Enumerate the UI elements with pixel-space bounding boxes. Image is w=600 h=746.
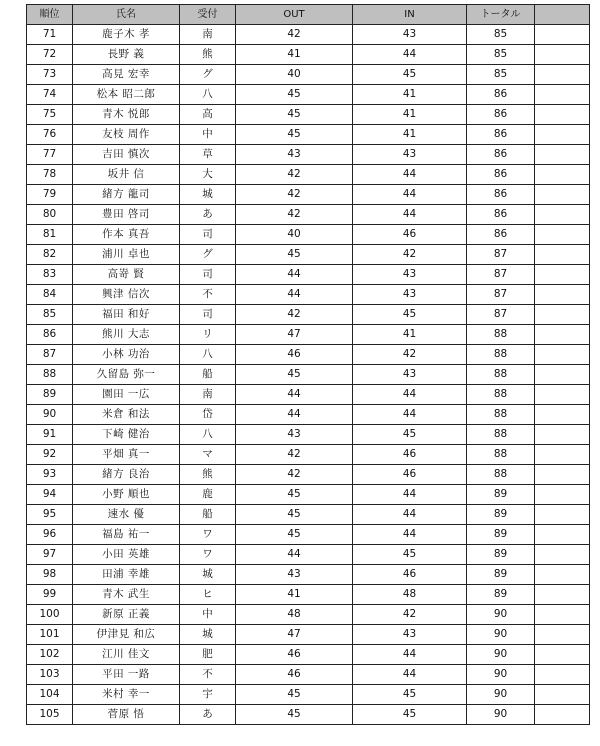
cell-name: 緒方 龍司	[73, 185, 180, 205]
cell-rank: 101	[27, 625, 73, 645]
cell-out: 43	[236, 425, 353, 445]
cell-out: 47	[236, 625, 353, 645]
cell-total: 89	[467, 485, 535, 505]
cell-out: 44	[236, 545, 353, 565]
table-row	[27, 705, 590, 725]
cell-club: ワ	[180, 545, 236, 565]
cell-total: 90	[467, 665, 535, 685]
cell-in: 43	[353, 265, 467, 285]
cell-in: 46	[353, 465, 467, 485]
cell-rank: 102	[27, 645, 73, 665]
cell-club: 司	[180, 225, 236, 245]
cell-rank: 93	[27, 465, 73, 485]
cell-out: 42	[236, 25, 353, 45]
cell-extra	[535, 705, 590, 725]
cell-club: 宇	[180, 685, 236, 705]
cell-extra	[535, 365, 590, 385]
header-club: 受付	[180, 5, 236, 25]
cell-in: 44	[353, 645, 467, 665]
table-row	[27, 265, 590, 285]
cell-extra	[535, 605, 590, 625]
cell-extra	[535, 485, 590, 505]
cell-in: 44	[353, 45, 467, 65]
table-row	[27, 45, 590, 65]
cell-rank: 78	[27, 165, 73, 185]
cell-extra	[535, 445, 590, 465]
cell-total: 89	[467, 525, 535, 545]
cell-total: 87	[467, 305, 535, 325]
table-row	[27, 185, 590, 205]
cell-club: 中	[180, 125, 236, 145]
cell-club: 八	[180, 425, 236, 445]
cell-rank: 87	[27, 345, 73, 365]
cell-club: 肥	[180, 645, 236, 665]
cell-extra	[535, 505, 590, 525]
cell-club: 南	[180, 385, 236, 405]
cell-in: 44	[353, 505, 467, 525]
cell-in: 41	[353, 325, 467, 345]
table-row	[27, 245, 590, 265]
cell-in: 44	[353, 485, 467, 505]
cell-in: 45	[353, 545, 467, 565]
cell-club: あ	[180, 705, 236, 725]
table-row	[27, 685, 590, 705]
cell-name: 興津 信次	[73, 285, 180, 305]
cell-rank: 82	[27, 245, 73, 265]
cell-club: リ	[180, 325, 236, 345]
header-name: 氏名	[73, 5, 180, 25]
cell-total: 88	[467, 325, 535, 345]
cell-out: 42	[236, 205, 353, 225]
table-body	[27, 25, 590, 725]
cell-out: 46	[236, 645, 353, 665]
cell-in: 44	[353, 525, 467, 545]
cell-total: 86	[467, 225, 535, 245]
table-row	[27, 225, 590, 245]
cell-out: 41	[236, 585, 353, 605]
cell-club: 八	[180, 85, 236, 105]
cell-total: 86	[467, 105, 535, 125]
table-row	[27, 25, 590, 45]
cell-name: 浦川 卓也	[73, 245, 180, 265]
cell-total: 88	[467, 405, 535, 425]
cell-out: 43	[236, 145, 353, 165]
cell-in: 44	[353, 405, 467, 425]
cell-extra	[535, 105, 590, 125]
cell-extra	[535, 245, 590, 265]
cell-name: 伊津見 和広	[73, 625, 180, 645]
cell-total: 86	[467, 185, 535, 205]
results-table-container	[26, 4, 589, 725]
cell-total: 90	[467, 685, 535, 705]
cell-rank: 77	[27, 145, 73, 165]
cell-extra	[535, 385, 590, 405]
table-row	[27, 425, 590, 445]
header-out: OUT	[236, 5, 353, 25]
table-row	[27, 165, 590, 185]
table-row	[27, 625, 590, 645]
cell-rank: 91	[27, 425, 73, 445]
cell-out: 42	[236, 465, 353, 485]
cell-total: 87	[467, 285, 535, 305]
cell-out: 40	[236, 65, 353, 85]
cell-extra	[535, 665, 590, 685]
cell-total: 89	[467, 505, 535, 525]
cell-total: 89	[467, 565, 535, 585]
cell-out: 45	[236, 245, 353, 265]
cell-club: 高	[180, 105, 236, 125]
header-in: IN	[353, 5, 467, 25]
cell-in: 43	[353, 365, 467, 385]
cell-name: 豊田 啓司	[73, 205, 180, 225]
cell-out: 42	[236, 305, 353, 325]
header-total: トータル	[467, 5, 535, 25]
cell-club: ヒ	[180, 585, 236, 605]
cell-in: 45	[353, 305, 467, 325]
cell-in: 43	[353, 285, 467, 305]
cell-extra	[535, 85, 590, 105]
cell-name: 菅原 悟	[73, 705, 180, 725]
cell-club: マ	[180, 445, 236, 465]
cell-extra	[535, 585, 590, 605]
cell-total: 86	[467, 165, 535, 185]
cell-extra	[535, 65, 590, 85]
cell-extra	[535, 225, 590, 245]
cell-in: 45	[353, 65, 467, 85]
cell-out: 44	[236, 385, 353, 405]
header-rank: 順位	[27, 5, 73, 25]
cell-club: 熊	[180, 45, 236, 65]
cell-out: 43	[236, 565, 353, 585]
cell-rank: 72	[27, 45, 73, 65]
cell-extra	[535, 25, 590, 45]
cell-name: 熊川 大志	[73, 325, 180, 345]
cell-in: 46	[353, 565, 467, 585]
cell-rank: 76	[27, 125, 73, 145]
cell-name: 松本 昭二郎	[73, 85, 180, 105]
cell-club: 鹿	[180, 485, 236, 505]
cell-out: 41	[236, 45, 353, 65]
cell-out: 42	[236, 445, 353, 465]
cell-extra	[535, 645, 590, 665]
cell-extra	[535, 125, 590, 145]
table-row	[27, 405, 590, 425]
cell-rank: 88	[27, 365, 73, 385]
cell-name: 小野 順也	[73, 485, 180, 505]
cell-club: 司	[180, 265, 236, 285]
cell-extra	[535, 185, 590, 205]
cell-in: 42	[353, 345, 467, 365]
cell-out: 45	[236, 505, 353, 525]
cell-out: 45	[236, 365, 353, 385]
table-row	[27, 485, 590, 505]
table-row	[27, 365, 590, 385]
cell-total: 87	[467, 265, 535, 285]
cell-name: 福島 祐一	[73, 525, 180, 545]
cell-name: 米倉 和法	[73, 405, 180, 425]
cell-in: 44	[353, 165, 467, 185]
cell-rank: 98	[27, 565, 73, 585]
cell-rank: 79	[27, 185, 73, 205]
results-table	[26, 4, 590, 725]
cell-rank: 80	[27, 205, 73, 225]
cell-club: 中	[180, 605, 236, 625]
cell-in: 44	[353, 205, 467, 225]
table-row	[27, 525, 590, 545]
cell-total: 88	[467, 425, 535, 445]
cell-name: 田浦 幸雄	[73, 565, 180, 585]
cell-club: 不	[180, 665, 236, 685]
cell-rank: 73	[27, 65, 73, 85]
cell-club: 城	[180, 565, 236, 585]
cell-name: 下崎 健治	[73, 425, 180, 445]
cell-in: 46	[353, 225, 467, 245]
cell-extra	[535, 625, 590, 645]
cell-name: 青木 悦郎	[73, 105, 180, 125]
cell-rank: 86	[27, 325, 73, 345]
cell-name: 高見 宏幸	[73, 65, 180, 85]
cell-total: 89	[467, 585, 535, 605]
cell-out: 44	[236, 285, 353, 305]
table-row	[27, 285, 590, 305]
cell-club: 大	[180, 165, 236, 185]
table-row	[27, 445, 590, 465]
cell-club: グ	[180, 65, 236, 85]
cell-in: 44	[353, 385, 467, 405]
cell-in: 41	[353, 85, 467, 105]
cell-in: 45	[353, 685, 467, 705]
cell-extra	[535, 525, 590, 545]
cell-total: 89	[467, 545, 535, 565]
cell-in: 48	[353, 585, 467, 605]
cell-out: 46	[236, 345, 353, 365]
cell-extra	[535, 145, 590, 165]
cell-extra	[535, 265, 590, 285]
cell-club: 船	[180, 505, 236, 525]
cell-rank: 83	[27, 265, 73, 285]
cell-out: 40	[236, 225, 353, 245]
cell-club: 城	[180, 625, 236, 645]
cell-rank: 99	[27, 585, 73, 605]
cell-out: 47	[236, 325, 353, 345]
cell-name: 平畑 真一	[73, 445, 180, 465]
cell-in: 42	[353, 245, 467, 265]
cell-club: グ	[180, 245, 236, 265]
cell-club: 司	[180, 305, 236, 325]
cell-rank: 85	[27, 305, 73, 325]
cell-rank: 90	[27, 405, 73, 425]
cell-name: 福田 和好	[73, 305, 180, 325]
cell-extra	[535, 285, 590, 305]
cell-name: 小田 英雄	[73, 545, 180, 565]
cell-rank: 84	[27, 285, 73, 305]
table-row	[27, 505, 590, 525]
cell-extra	[535, 425, 590, 445]
cell-club: 熊	[180, 465, 236, 485]
cell-name: 久留島 弥一	[73, 365, 180, 385]
cell-extra	[535, 685, 590, 705]
table-header	[27, 5, 590, 25]
cell-out: 45	[236, 105, 353, 125]
cell-out: 42	[236, 165, 353, 185]
table-row	[27, 125, 590, 145]
cell-rank: 74	[27, 85, 73, 105]
cell-rank: 104	[27, 685, 73, 705]
cell-out: 46	[236, 665, 353, 685]
table-row	[27, 565, 590, 585]
cell-extra	[535, 305, 590, 325]
cell-out: 42	[236, 185, 353, 205]
cell-rank: 89	[27, 385, 73, 405]
cell-rank: 92	[27, 445, 73, 465]
cell-in: 42	[353, 605, 467, 625]
cell-total: 86	[467, 125, 535, 145]
cell-name: 青木 武生	[73, 585, 180, 605]
table-row	[27, 585, 590, 605]
cell-total: 90	[467, 705, 535, 725]
cell-out: 45	[236, 85, 353, 105]
cell-name: 高嵜 賢	[73, 265, 180, 285]
cell-total: 85	[467, 65, 535, 85]
cell-club: 不	[180, 285, 236, 305]
cell-out: 45	[236, 705, 353, 725]
cell-total: 90	[467, 645, 535, 665]
cell-name: 園田 一広	[73, 385, 180, 405]
cell-club: 草	[180, 145, 236, 165]
table-row	[27, 345, 590, 365]
cell-total: 90	[467, 605, 535, 625]
cell-club: 船	[180, 365, 236, 385]
cell-out: 45	[236, 525, 353, 545]
cell-out: 48	[236, 605, 353, 625]
table-row	[27, 325, 590, 345]
cell-name: 米村 幸一	[73, 685, 180, 705]
cell-out: 45	[236, 125, 353, 145]
cell-name: 小林 功治	[73, 345, 180, 365]
table-row	[27, 205, 590, 225]
cell-in: 43	[353, 625, 467, 645]
header-extra	[535, 5, 590, 25]
cell-total: 88	[467, 365, 535, 385]
table-row	[27, 605, 590, 625]
table-row	[27, 385, 590, 405]
cell-extra	[535, 545, 590, 565]
cell-out: 45	[236, 685, 353, 705]
cell-extra	[535, 45, 590, 65]
cell-club: 南	[180, 25, 236, 45]
table-row	[27, 85, 590, 105]
cell-total: 86	[467, 205, 535, 225]
cell-rank: 94	[27, 485, 73, 505]
cell-in: 43	[353, 25, 467, 45]
cell-out: 44	[236, 405, 353, 425]
cell-total: 90	[467, 625, 535, 645]
cell-rank: 97	[27, 545, 73, 565]
cell-rank: 81	[27, 225, 73, 245]
cell-name: 平田 一路	[73, 665, 180, 685]
table-row	[27, 665, 590, 685]
table-row	[27, 305, 590, 325]
cell-name: 江川 佳文	[73, 645, 180, 665]
table-row	[27, 105, 590, 125]
cell-in: 44	[353, 185, 467, 205]
cell-name: 緒方 良治	[73, 465, 180, 485]
cell-club: あ	[180, 205, 236, 225]
cell-rank: 96	[27, 525, 73, 545]
cell-total: 88	[467, 385, 535, 405]
cell-in: 45	[353, 705, 467, 725]
table-row	[27, 65, 590, 85]
table-row	[27, 145, 590, 165]
cell-rank: 103	[27, 665, 73, 685]
cell-out: 44	[236, 265, 353, 285]
cell-in: 45	[353, 425, 467, 445]
cell-rank: 105	[27, 705, 73, 725]
cell-extra	[535, 205, 590, 225]
cell-club: 城	[180, 185, 236, 205]
cell-total: 85	[467, 45, 535, 65]
cell-extra	[535, 345, 590, 365]
table-row	[27, 545, 590, 565]
cell-name: 速水 優	[73, 505, 180, 525]
cell-extra	[535, 405, 590, 425]
cell-club: 八	[180, 345, 236, 365]
cell-extra	[535, 165, 590, 185]
cell-total: 86	[467, 145, 535, 165]
cell-in: 41	[353, 125, 467, 145]
cell-in: 44	[353, 665, 467, 685]
cell-out: 45	[236, 485, 353, 505]
cell-total: 86	[467, 85, 535, 105]
header-row	[27, 5, 590, 25]
cell-rank: 71	[27, 25, 73, 45]
cell-rank: 100	[27, 605, 73, 625]
cell-total: 88	[467, 345, 535, 365]
cell-name: 新原 正義	[73, 605, 180, 625]
cell-extra	[535, 465, 590, 485]
table-row	[27, 465, 590, 485]
cell-name: 吉田 慎次	[73, 145, 180, 165]
cell-total: 88	[467, 445, 535, 465]
cell-club: 岱	[180, 405, 236, 425]
cell-name: 鹿子木 孝	[73, 25, 180, 45]
cell-rank: 95	[27, 505, 73, 525]
cell-in: 43	[353, 145, 467, 165]
cell-total: 88	[467, 465, 535, 485]
cell-name: 坂井 信	[73, 165, 180, 185]
cell-rank: 75	[27, 105, 73, 125]
table-row	[27, 645, 590, 665]
cell-club: ワ	[180, 525, 236, 545]
cell-extra	[535, 565, 590, 585]
cell-extra	[535, 325, 590, 345]
cell-name: 友枝 周作	[73, 125, 180, 145]
cell-name: 作本 真吾	[73, 225, 180, 245]
cell-name: 長野 義	[73, 45, 180, 65]
cell-in: 41	[353, 105, 467, 125]
cell-total: 87	[467, 245, 535, 265]
cell-in: 46	[353, 445, 467, 465]
cell-total: 85	[467, 25, 535, 45]
